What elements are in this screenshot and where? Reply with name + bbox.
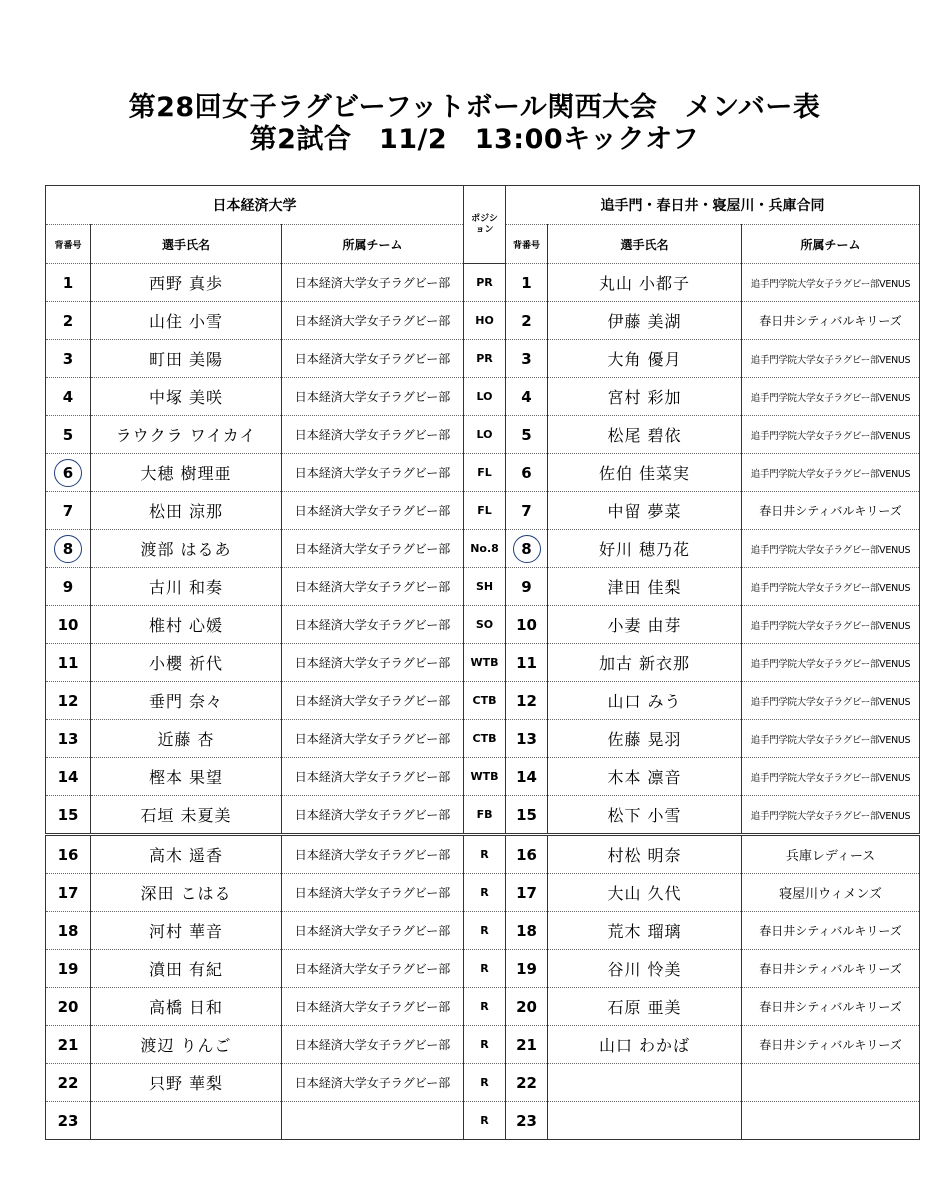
away-number: 18 — [506, 912, 548, 950]
away-club: 追手門学院大学女子ラグビー部VENUS — [742, 378, 920, 416]
away-team-name: 追手門・春日井・寝屋川・兵庫合同 — [506, 186, 920, 225]
position: R — [464, 950, 506, 988]
home-player-name: 只野 華梨 — [91, 1064, 282, 1102]
table-row — [46, 874, 920, 912]
position: SH — [464, 568, 506, 606]
table-row — [46, 720, 920, 758]
home-number: 1 — [46, 264, 91, 302]
home-player-name: 小櫻 祈代 — [91, 644, 282, 682]
home-player-name: 垂門 奈々 — [91, 682, 282, 720]
away-club: 追手門学院大学女子ラグビー部VENUS — [742, 796, 920, 835]
home-number: 23 — [46, 1102, 91, 1140]
away-number: 4 — [506, 378, 548, 416]
away-number: 15 — [506, 796, 548, 835]
home-number-header: 背番号 — [46, 225, 91, 264]
page-subtitle: 第2試合 11/2 13:00キックオフ — [249, 124, 700, 155]
table-row — [46, 340, 920, 378]
away-number: 20 — [506, 988, 548, 1026]
home-club: 日本経済大学女子ラグビー部 — [282, 492, 464, 530]
away-number: 10 — [506, 606, 548, 644]
home-club: 日本経済大学女子ラグビー部 — [282, 378, 464, 416]
position: LO — [464, 416, 506, 454]
table-row — [46, 568, 920, 606]
home-club: 日本経済大学女子ラグビー部 — [282, 606, 464, 644]
position: PR — [464, 340, 506, 378]
home-number: 17 — [46, 874, 91, 912]
away-number: 3 — [506, 340, 548, 378]
position: HO — [464, 302, 506, 340]
table-row — [46, 416, 920, 454]
home-player-name: 山住 小雪 — [91, 302, 282, 340]
home-number: 10 — [46, 606, 91, 644]
member-table — [45, 185, 920, 1140]
table-row — [46, 530, 920, 568]
away-number: 17 — [506, 874, 548, 912]
position-header — [464, 186, 506, 264]
home-club: 日本経済大学女子ラグビー部 — [282, 530, 464, 568]
away-club: 追手門学院大学女子ラグビー部VENUS — [742, 340, 920, 378]
away-club: 追手門学院大学女子ラグビー部VENUS — [742, 454, 920, 492]
circled-number: 8 — [54, 535, 82, 563]
away-player-name: 佐藤 晃羽 — [548, 720, 742, 758]
home-player-name: 高橋 日和 — [91, 988, 282, 1026]
position: R — [464, 874, 506, 912]
home-number: 22 — [46, 1064, 91, 1102]
away-club: 春日井シティバルキリーズ — [742, 988, 920, 1026]
home-number: 4 — [46, 378, 91, 416]
home-club: 日本経済大学女子ラグビー部 — [282, 1026, 464, 1064]
away-player-name: 佐伯 佳菜実 — [548, 454, 742, 492]
home-player-name: 樫本 果望 — [91, 758, 282, 796]
away-player-name: 大角 優月 — [548, 340, 742, 378]
home-player-name: 深田 こはる — [91, 874, 282, 912]
away-player-name: 松尾 碧依 — [548, 416, 742, 454]
away-player-name: 谷川 怜美 — [548, 950, 742, 988]
away-club — [742, 1102, 920, 1140]
home-player-name: 濆田 有紀 — [91, 950, 282, 988]
home-player-name: 古川 和奏 — [91, 568, 282, 606]
away-player-name: 加古 新衣那 — [548, 644, 742, 682]
home-player-name: ラウクラ ワイカイ — [91, 416, 282, 454]
home-club: 日本経済大学女子ラグビー部 — [282, 416, 464, 454]
position: R — [464, 1026, 506, 1064]
page-title: 第28回女子ラグビーフットボール関西大会 メンバー表 — [128, 92, 821, 123]
home-number: 19 — [46, 950, 91, 988]
away-player-name: 小妻 由芽 — [548, 606, 742, 644]
table-row — [46, 644, 920, 682]
position: LO — [464, 378, 506, 416]
home-club: 日本経済大学女子ラグビー部 — [282, 720, 464, 758]
table-row — [46, 302, 920, 340]
away-number: 9 — [506, 568, 548, 606]
table-row — [46, 1026, 920, 1064]
away-club: 春日井シティバルキリーズ — [742, 1026, 920, 1064]
home-player-name: 高木 遥香 — [91, 835, 282, 874]
home-number: 15 — [46, 796, 91, 835]
away-number: 16 — [506, 835, 548, 874]
position: FB — [464, 796, 506, 835]
table-row — [46, 378, 920, 416]
away-number — [506, 530, 548, 568]
home-player-name: 渡部 はるあ — [91, 530, 282, 568]
away-club: 春日井シティバルキリーズ — [742, 950, 920, 988]
position-header-label: ポジション — [471, 213, 498, 235]
home-player-name: 河村 華音 — [91, 912, 282, 950]
home-player-name: 石垣 未夏美 — [91, 796, 282, 835]
table-row — [46, 492, 920, 530]
away-club — [742, 1064, 920, 1102]
home-club: 日本経済大学女子ラグビー部 — [282, 758, 464, 796]
position: R — [464, 988, 506, 1026]
table-row — [46, 1102, 920, 1140]
home-number: 9 — [46, 568, 91, 606]
away-number: 12 — [506, 682, 548, 720]
home-club: 日本経済大学女子ラグビー部 — [282, 302, 464, 340]
home-number: 20 — [46, 988, 91, 1026]
away-club: 追手門学院大学女子ラグビー部VENUS — [742, 606, 920, 644]
away-number: 21 — [506, 1026, 548, 1064]
home-player-name: 大穂 樹理亜 — [91, 454, 282, 492]
table-row — [46, 912, 920, 950]
home-team-name: 日本経済大学 — [46, 186, 464, 225]
home-number: 14 — [46, 758, 91, 796]
home-player-name: 中塚 美咲 — [91, 378, 282, 416]
home-player-name: 近藤 杏 — [91, 720, 282, 758]
home-number: 5 — [46, 416, 91, 454]
table-row — [46, 1064, 920, 1102]
home-number: 7 — [46, 492, 91, 530]
away-club: 春日井シティバルキリーズ — [742, 912, 920, 950]
position: CTB — [464, 682, 506, 720]
home-number: 13 — [46, 720, 91, 758]
away-player-name: 宮村 彩加 — [548, 378, 742, 416]
home-club: 日本経済大学女子ラグビー部 — [282, 1064, 464, 1102]
away-club: 追手門学院大学女子ラグビー部VENUS — [742, 720, 920, 758]
home-club: 日本経済大学女子ラグビー部 — [282, 454, 464, 492]
away-player-name: 荒木 瑠璃 — [548, 912, 742, 950]
home-player-name: 西野 真歩 — [91, 264, 282, 302]
home-player-name: 町田 美陽 — [91, 340, 282, 378]
home-club: 日本経済大学女子ラグビー部 — [282, 835, 464, 874]
home-player-name: 椎村 心媛 — [91, 606, 282, 644]
position: FL — [464, 492, 506, 530]
table-row — [46, 796, 920, 835]
away-player-name: 石原 亜美 — [548, 988, 742, 1026]
home-player-name: 渡辺 りんご — [91, 1026, 282, 1064]
away-club: 春日井シティバルキリーズ — [742, 492, 920, 530]
table-row — [46, 606, 920, 644]
away-number: 5 — [506, 416, 548, 454]
position: PR — [464, 264, 506, 302]
home-club: 日本経済大学女子ラグビー部 — [282, 340, 464, 378]
home-number: 18 — [46, 912, 91, 950]
away-club: 春日井シティバルキリーズ — [742, 302, 920, 340]
home-club: 日本経済大学女子ラグビー部 — [282, 874, 464, 912]
home-number: 16 — [46, 835, 91, 874]
position: WTB — [464, 644, 506, 682]
away-player-name — [548, 1102, 742, 1140]
home-club: 日本経済大学女子ラグビー部 — [282, 568, 464, 606]
away-club: 追手門学院大学女子ラグビー部VENUS — [742, 758, 920, 796]
table-row — [46, 264, 920, 302]
away-number-header: 背番号 — [506, 225, 548, 264]
home-player-header: 選手氏名 — [91, 225, 282, 264]
home-number: 12 — [46, 682, 91, 720]
away-club: 追手門学院大学女子ラグビー部VENUS — [742, 416, 920, 454]
away-player-name: 松下 小雪 — [548, 796, 742, 835]
position: WTB — [464, 758, 506, 796]
position: R — [464, 835, 506, 874]
away-number: 7 — [506, 492, 548, 530]
away-player-name: 伊藤 美湖 — [548, 302, 742, 340]
table-row — [46, 758, 920, 796]
position: SO — [464, 606, 506, 644]
away-club: 追手門学院大学女子ラグビー部VENUS — [742, 568, 920, 606]
away-number: 14 — [506, 758, 548, 796]
circled-number: 6 — [54, 459, 82, 487]
away-player-name: 山口 わかば — [548, 1026, 742, 1064]
home-club: 日本経済大学女子ラグビー部 — [282, 796, 464, 835]
away-club: 兵庫レディース — [742, 835, 920, 874]
away-number: 19 — [506, 950, 548, 988]
home-number: 21 — [46, 1026, 91, 1064]
home-club: 日本経済大学女子ラグビー部 — [282, 988, 464, 1026]
away-club: 追手門学院大学女子ラグビー部VENUS — [742, 682, 920, 720]
away-number: 6 — [506, 454, 548, 492]
table-row — [46, 454, 920, 492]
away-number: 2 — [506, 302, 548, 340]
home-number: 2 — [46, 302, 91, 340]
position: R — [464, 1102, 506, 1140]
circled-number: 8 — [513, 535, 541, 563]
home-club — [282, 1102, 464, 1140]
home-number — [46, 454, 91, 492]
away-player-name: 丸山 小都子 — [548, 264, 742, 302]
away-number: 11 — [506, 644, 548, 682]
away-number: 1 — [506, 264, 548, 302]
away-club-header: 所属チーム — [742, 225, 920, 264]
home-club: 日本経済大学女子ラグビー部 — [282, 644, 464, 682]
table-row — [46, 835, 920, 874]
position: FL — [464, 454, 506, 492]
home-number — [46, 530, 91, 568]
away-player-name: 津田 佳梨 — [548, 568, 742, 606]
position: No.8 — [464, 530, 506, 568]
position: R — [464, 912, 506, 950]
away-player-header: 選手氏名 — [548, 225, 742, 264]
away-number: 22 — [506, 1064, 548, 1102]
home-club-header: 所属チーム — [282, 225, 464, 264]
position: R — [464, 1064, 506, 1102]
home-club: 日本経済大学女子ラグビー部 — [282, 950, 464, 988]
away-player-name: 好川 穂乃花 — [548, 530, 742, 568]
home-player-name: 松田 涼那 — [91, 492, 282, 530]
away-club: 追手門学院大学女子ラグビー部VENUS — [742, 530, 920, 568]
away-number: 23 — [506, 1102, 548, 1140]
away-club: 追手門学院大学女子ラグビー部VENUS — [742, 264, 920, 302]
away-player-name: 大山 久代 — [548, 874, 742, 912]
away-player-name: 木本 凛音 — [548, 758, 742, 796]
table-row — [46, 682, 920, 720]
home-club: 日本経済大学女子ラグビー部 — [282, 682, 464, 720]
home-number: 11 — [46, 644, 91, 682]
away-player-name: 中留 夢菜 — [548, 492, 742, 530]
away-number: 13 — [506, 720, 548, 758]
away-club: 寝屋川ウィメンズ — [742, 874, 920, 912]
position: CTB — [464, 720, 506, 758]
home-number: 3 — [46, 340, 91, 378]
table-row — [46, 950, 920, 988]
away-player-name: 山口 みう — [548, 682, 742, 720]
away-club: 追手門学院大学女子ラグビー部VENUS — [742, 644, 920, 682]
home-club: 日本経済大学女子ラグビー部 — [282, 912, 464, 950]
home-club: 日本経済大学女子ラグビー部 — [282, 264, 464, 302]
away-player-name — [548, 1064, 742, 1102]
home-player-name — [91, 1102, 282, 1140]
table-row — [46, 988, 920, 1026]
away-player-name: 村松 明奈 — [548, 835, 742, 874]
